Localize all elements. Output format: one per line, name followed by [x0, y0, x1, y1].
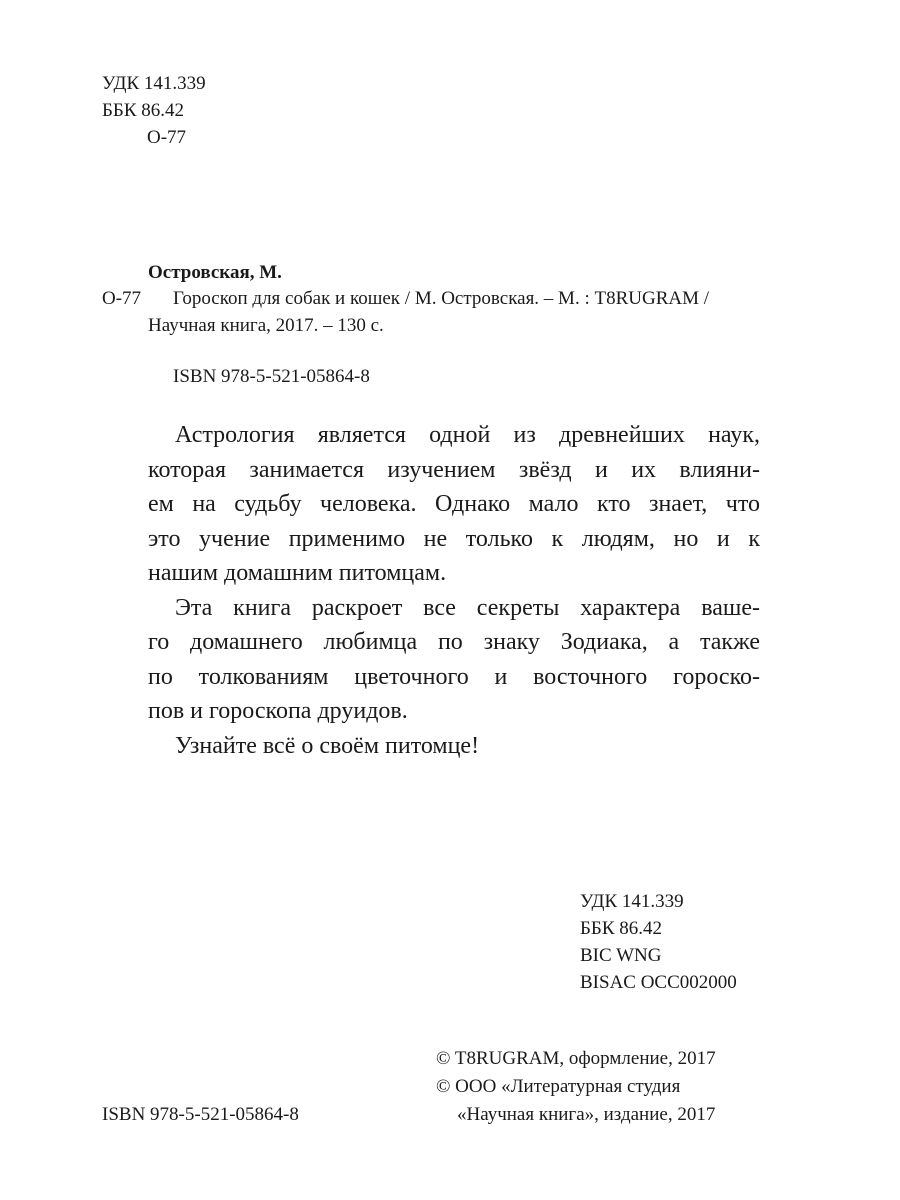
annotation-line: Астрология является одной из древнейших наук,: [175, 422, 760, 448]
annotation-line: Узнайте всё о своём питомце!: [175, 732, 480, 759]
classification-codes-bottom: [580, 889, 737, 997]
bbk-code: ББК 86.42: [102, 100, 184, 121]
annotation-line: которая занимается изучением звёзд и их влияни-: [148, 456, 760, 483]
classification-codes-top: [102, 71, 206, 152]
annotation-line: это учение применимо не только к людям, но и к: [148, 525, 760, 552]
catalog-description-line-2: Научная книга, 2017. – 130 с.: [148, 315, 384, 336]
catalog-description-line-1: Гороскоп для собак и кошек / М. Островская. – М. : T8RUGRAM /: [173, 288, 710, 309]
copyright-line: «Научная книга», издание, 2017: [457, 1104, 716, 1125]
copyright-notice: [436, 1046, 716, 1130]
udk-code: УДК 141.339: [580, 891, 684, 912]
isbn-bottom: ISBN 978-5-521-05864-8: [102, 1104, 299, 1125]
udk-code: УДК 141.339: [102, 73, 206, 94]
catalog-isbn: ISBN 978-5-521-05864-8: [173, 366, 370, 387]
annotation-line: пов и гороскопа друидов.: [148, 698, 408, 724]
annotation-line: по толкованиям цветочного и восточного гороско-: [148, 663, 760, 690]
catalog-author-mark: О-77: [102, 288, 142, 309]
bisac-code: BISAC OCC002000: [580, 972, 737, 993]
bic-code: BIC WNG: [580, 945, 662, 966]
author-mark: О-77: [147, 127, 187, 148]
annotation-line: нашим домашним питомцам.: [148, 560, 447, 586]
annotation: [148, 418, 760, 763]
annotation-line: Эта книга раскроет все секреты характера ваше-: [175, 594, 760, 621]
annotation-line: го домашнего любимца по знаку Зодиака, а также: [148, 629, 760, 655]
annotation-line: ем на судьбу человека. Однако мало кто знает, что: [148, 491, 760, 517]
catalog-author: Островская, М.: [148, 262, 282, 283]
copyright-line: © ООО «Литературная студия: [436, 1076, 681, 1097]
copyright-line: © T8RUGRAM, оформление, 2017: [436, 1048, 716, 1069]
bbk-code: ББК 86.42: [580, 918, 662, 939]
